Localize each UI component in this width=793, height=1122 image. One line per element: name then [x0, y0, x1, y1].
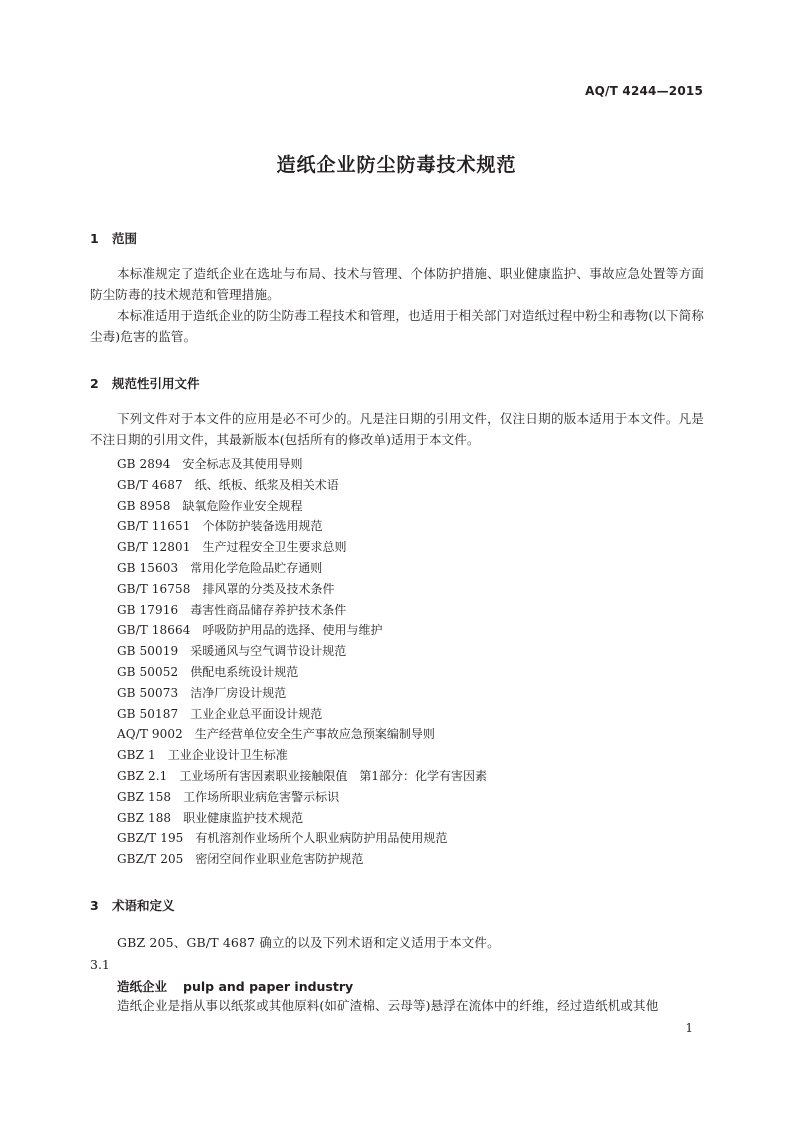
term-definition: 造纸企业是指从事以纸浆或其他原料(如矿渣棉、云母等)悬浮在流体中的纤维，经过造纸机或其他	[117, 998, 659, 1013]
normative-reference-list	[117, 454, 487, 870]
reference-title: 工业企业总平面设计规范	[190, 706, 323, 721]
reference-title: 供配电系统设计规范	[190, 664, 299, 679]
reference-title: 生产经营单位安全生产事故应急预案编制导则	[194, 727, 435, 742]
term-entry	[117, 977, 353, 995]
list-item	[117, 849, 487, 870]
section-1-paragraph-2: 本标准适用于造纸企业的防尘防毒工程技术和管理，也适用于相关部门对造纸过程中粉尘和毒物(以下简称尘毒)危害的监管。	[90, 308, 704, 344]
list-item	[117, 579, 487, 600]
page-title: 造纸企业防尘防毒技术规范	[276, 154, 517, 176]
reference-title: 采暖通风与空气调节设计规范	[190, 644, 347, 659]
reference-code: GB 50052	[117, 664, 179, 679]
list-item	[117, 683, 487, 704]
section-2-heading	[90, 374, 200, 392]
list-item	[117, 496, 487, 517]
reference-code: GBZ 1	[117, 748, 156, 763]
reference-title: 缺氧危险作业安全规程	[182, 498, 303, 513]
reference-code: AQ/T 9002	[117, 727, 183, 742]
list-item	[117, 704, 487, 725]
list-item	[117, 475, 487, 496]
list-item	[117, 724, 487, 745]
reference-title: 工作场所职业病危害警示标识	[183, 789, 340, 804]
section-number: 2	[90, 376, 99, 391]
section-title: 规范性引用文件	[112, 376, 200, 391]
list-item	[117, 600, 487, 621]
list-item	[117, 454, 487, 475]
list-item	[117, 537, 487, 558]
reference-code: GB 15603	[117, 560, 179, 575]
reference-title: 纸、纸板、纸浆及相关术语	[194, 477, 339, 492]
reference-title: 工业场所有害因素职业接触限值 第1部分：化学有害因素	[179, 768, 487, 783]
reference-code: GB 2894	[117, 457, 171, 471]
section-3-heading	[90, 896, 175, 914]
page-number: 1	[685, 1021, 693, 1035]
reference-title: 呼吸防护用品的选择、使用与维护	[202, 623, 383, 638]
reference-code: GBZ/T 195	[117, 831, 184, 846]
reference-code: GB/T 4687	[117, 477, 183, 492]
list-item	[117, 620, 487, 641]
list-item	[117, 745, 487, 766]
list-item	[117, 662, 487, 683]
section-number: 1	[90, 231, 99, 246]
reference-code: GB/T 16758	[117, 581, 191, 596]
reference-code: GB 17916	[117, 602, 179, 617]
reference-title: 安全标志及其使用导则	[182, 457, 303, 471]
reference-code: GB/T 18664	[117, 623, 191, 638]
list-item	[117, 516, 487, 537]
reference-title: 生产过程安全卫生要求总则	[202, 540, 347, 555]
reference-code: GBZ 188	[117, 810, 172, 825]
reference-code: GB 50019	[117, 644, 179, 659]
reference-title: 排风罩的分类及技术条件	[202, 581, 335, 596]
list-item	[117, 641, 487, 662]
reference-code: GB/T 11651	[117, 519, 191, 534]
reference-code: GB 50187	[117, 706, 179, 721]
section-number: 3	[90, 898, 99, 913]
term-chinese: 造纸企业	[117, 979, 168, 994]
section-title: 术语和定义	[112, 898, 175, 913]
reference-title: 毒害性商品储存养护技术条件	[190, 602, 347, 617]
reference-code: GB 50073	[117, 685, 179, 700]
reference-title: 密闭空间作业职业危害防护规范	[195, 852, 364, 867]
section-3-intro: GBZ 205、GB/T 4687 确立的以及下列术语和定义适用于本文件。	[117, 935, 500, 950]
section-1-paragraph-1: 本标准规定了造纸企业在选址与布局、技术与管理、个体防护措施、职业健康监护、事故应急处置等方面防尘防毒的技术规范和管理措施。	[90, 266, 704, 302]
reference-title: 有机溶剂作业场所个人职业病防护用品使用规范	[195, 831, 448, 846]
list-item	[117, 766, 487, 787]
section-2-intro: 下列文件对于本文件的应用是必不可少的。凡是注日期的引用文件，仅注日期的版本适用于本文件。凡是不注日期的引用文件，其最新版本(包括所有的修改单)适用于本文件。	[90, 411, 704, 447]
reference-code: GBZ 158	[117, 789, 172, 804]
reference-code: GBZ 2.1	[117, 768, 168, 783]
reference-title: 常用化学危险品贮存通则	[190, 560, 323, 575]
list-item	[117, 558, 487, 579]
reference-code: GBZ/T 205	[117, 852, 184, 867]
reference-title: 职业健康监护技术规范	[183, 810, 304, 825]
reference-title: 个体防护装备选用规范	[202, 519, 323, 534]
reference-title: 洁净厂房设计规范	[190, 685, 287, 700]
section-1-heading	[90, 229, 137, 247]
reference-title: 工业企业设计卫生标准	[167, 748, 288, 763]
list-item	[117, 808, 487, 829]
section-title: 范围	[112, 231, 138, 246]
reference-code: GB 8958	[117, 498, 171, 513]
term-english: pulp and paper industry	[183, 979, 354, 994]
list-item	[117, 828, 487, 849]
reference-code: GB/T 12801	[117, 540, 191, 555]
standard-number: AQ/T 4244—2015	[585, 84, 703, 98]
clause-number: 3.1	[90, 957, 110, 972]
list-item	[117, 787, 487, 808]
